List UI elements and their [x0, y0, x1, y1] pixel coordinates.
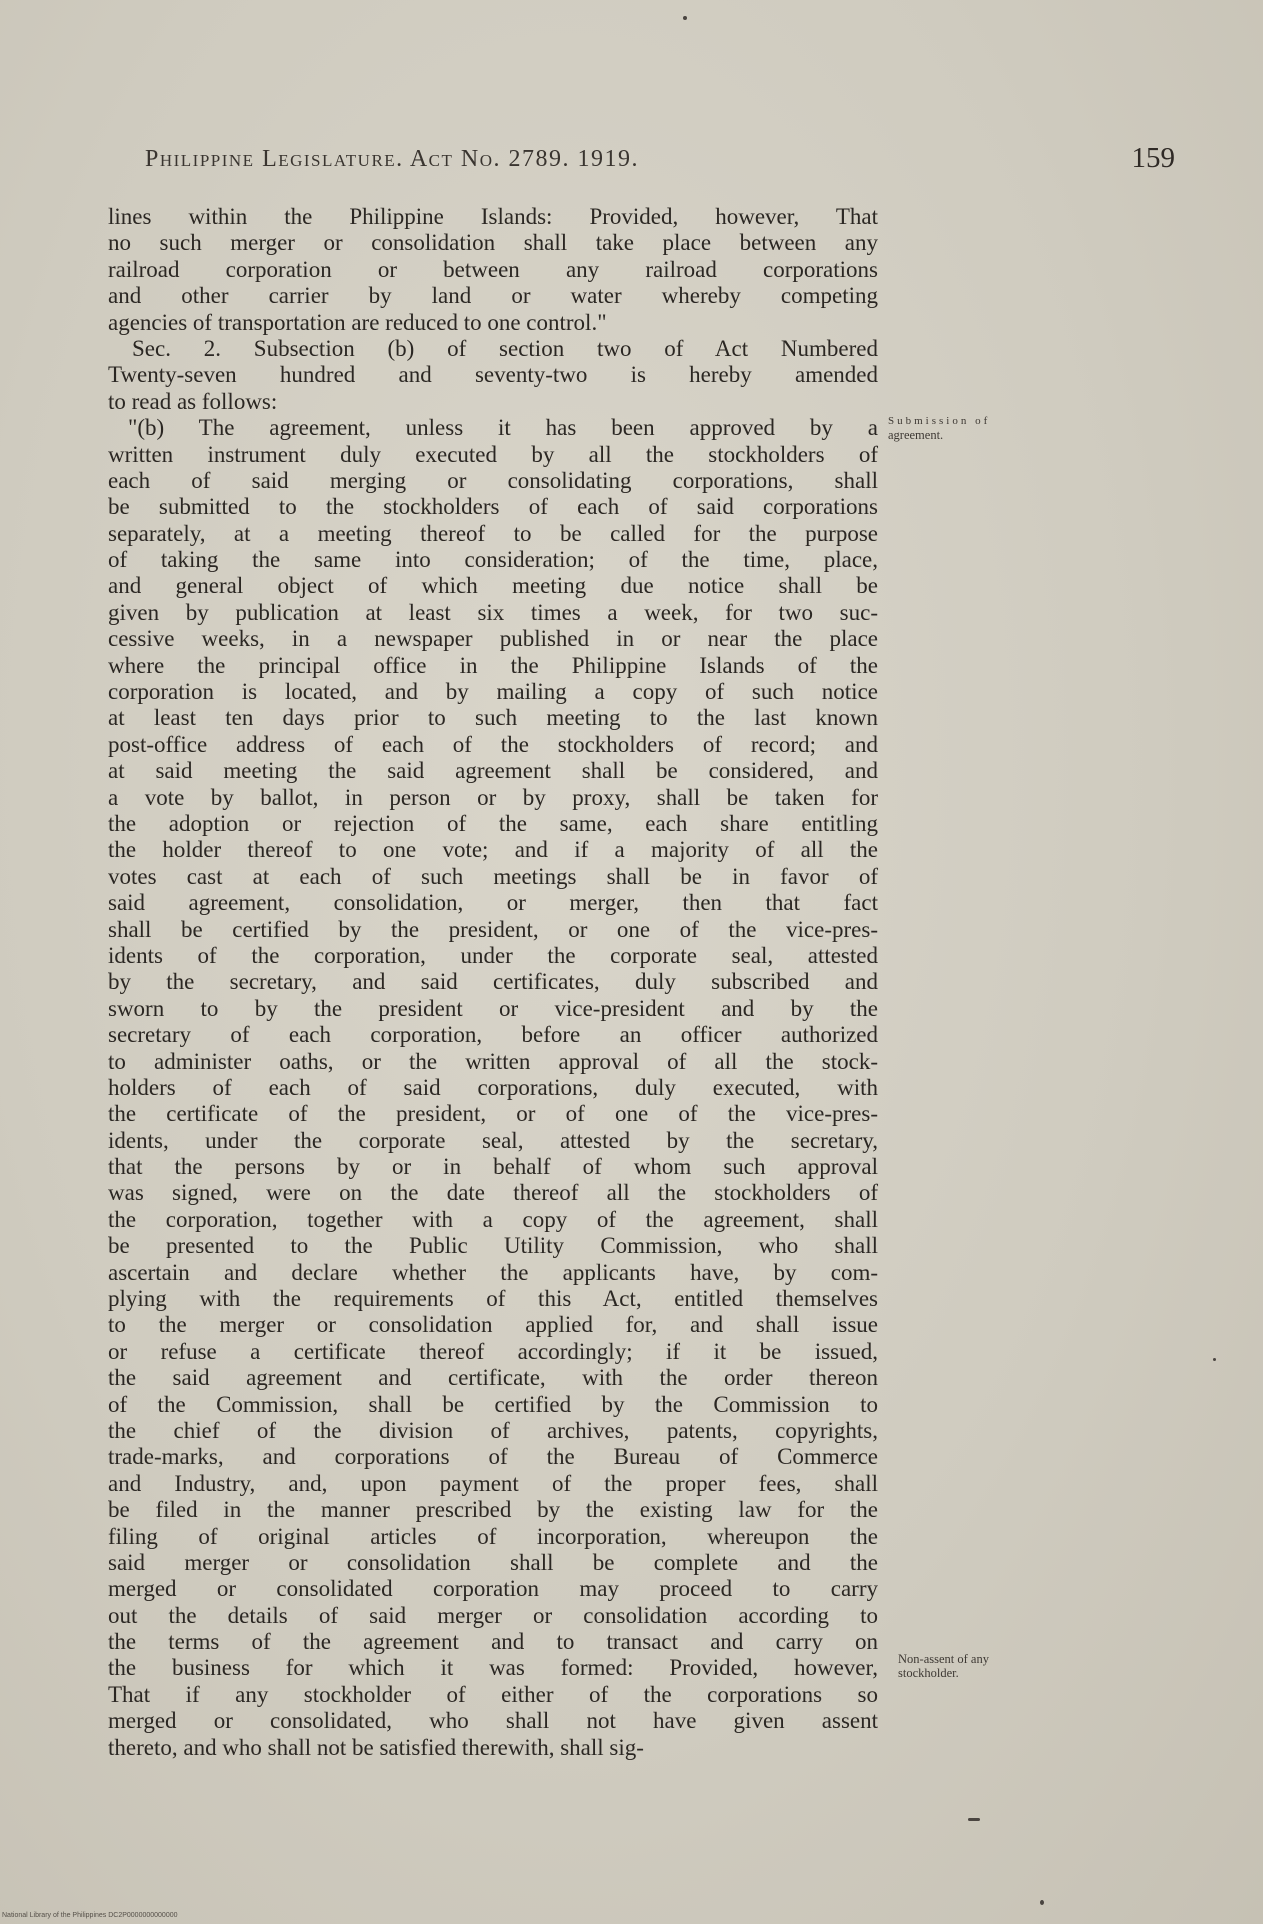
text-line: and general object of which meeting due notice shall be	[108, 573, 878, 599]
text-line: and other carrier by land or water whereby competing	[108, 283, 878, 309]
page-number: 159	[1131, 142, 1175, 174]
text-line: agencies of transportation are reduced to one control."	[108, 309, 607, 335]
text-line: shall be certified by the president, or one of the vice-pres-	[108, 916, 878, 942]
text-line: to administer oaths, or the written approval of all the stock-	[108, 1048, 878, 1074]
section-heading-line: Sec. 2. Subsection (b) of section two of Act Numbered	[132, 335, 878, 361]
text-line: the business for which it was formed: Provided, however,	[108, 1655, 878, 1681]
text-line: be presented to the Public Utility Commission, who shall	[108, 1233, 878, 1259]
text-line: plying with the requirements of this Act, entitled themselves	[108, 1286, 878, 1312]
text-line: or refuse a certificate thereof accordingly; if it be issued,	[108, 1338, 878, 1364]
text-line: trade-marks, and corporations of the Bureau of Commerce	[108, 1444, 878, 1470]
text-line: separately, at a meeting thereof to be called for the purpose	[108, 520, 878, 546]
body-text	[108, 204, 878, 1761]
text-line: votes cast at each of such meetings shall be in favor of	[108, 863, 878, 889]
text-line: "(b) The agreement, unless it has been approved by a	[128, 415, 878, 441]
text-line: railroad corporation or between any railroad corporations	[108, 256, 878, 282]
text-line: merged or consolidated, who shall not have given assent	[108, 1708, 878, 1734]
text-line: Twenty-seven hundred and seventy-two is hereby amended	[108, 362, 878, 388]
text-line: that the persons by or in behalf of whom such approval	[108, 1154, 878, 1180]
text-line: the chief of the division of archives, patents, copyrights,	[108, 1417, 878, 1443]
margin-note-line: stockholder.	[898, 1666, 959, 1680]
text-line: That if any stockholder of either of the corporations so	[108, 1681, 878, 1707]
text-line: merged or consolidated corporation may proceed to carry	[108, 1576, 878, 1602]
text-line: of the Commission, shall be certified by the Commission to	[108, 1391, 878, 1417]
text-line: the said agreement and certificate, with the order thereon	[108, 1365, 878, 1391]
text-line: holders of each of said corporations, duly executed, with	[108, 1074, 878, 1100]
text-line: said agreement, consolidation, or merger, then that fact	[108, 890, 878, 916]
text-line: no such merger or consolidation shall take place between any	[108, 230, 878, 256]
margin-note-non-assent	[898, 1652, 989, 1680]
text-line: post-office address of each of the stockholders of record; and	[108, 731, 878, 757]
text-line: said merger or consolidation shall be complete and the	[108, 1549, 878, 1575]
text-line: by the secretary, and said certificates, duly subscribed and	[108, 969, 878, 995]
text-line: be submitted to the stockholders of each of said corporations	[108, 494, 878, 520]
text-line: each of said merging or consolidating corporations, shall	[108, 467, 878, 493]
text-line: ascertain and declare whether the applicants have, by com-	[108, 1259, 878, 1285]
margin-note-line: Non-assent of any	[898, 1652, 989, 1666]
text-line: out the details of said merger or consolidation according to	[108, 1602, 878, 1628]
digitization-footer: National Library of the Philippines DC2P0000000000000	[2, 1912, 178, 1919]
text-line: the holder thereof to one vote; and if a majority of all the	[108, 837, 878, 863]
text-line: cessive weeks, in a newspaper published in or near the place	[108, 626, 878, 652]
margin-note-line: agreement.	[888, 428, 944, 442]
text-line: lines within the Philippine Islands: Provided, however, That	[108, 204, 878, 229]
text-line: the corporation, together with a copy of the agreement, shall	[108, 1206, 878, 1232]
text-line: written instrument duly executed by all the stockholders of	[108, 441, 878, 467]
text-line: to the merger or consolidation applied for, and shall issue	[108, 1312, 878, 1338]
text-line: sworn to by the president or vice-president and by the	[108, 995, 878, 1021]
margin-note-submission	[888, 414, 990, 442]
text-line: was signed, were on the date thereof all the stockholders of	[108, 1180, 878, 1206]
text-line: of taking the same into consideration; of the time, place,	[108, 547, 878, 573]
ink-speck	[683, 16, 687, 20]
text-line: the adoption or rejection of the same, each share entitling	[108, 810, 878, 836]
ink-speck	[968, 1818, 980, 1821]
running-head: Philippine Legislature. Act No. 2789. 1919.	[145, 146, 640, 172]
text-line: the terms of the agreement and to transact and carry on	[108, 1629, 878, 1655]
text-line: corporation is located, and by mailing a copy of such notice	[108, 679, 878, 705]
ink-speck	[1040, 1900, 1044, 1905]
text-line: to read as follows:	[108, 388, 278, 414]
text-line: a vote by ballot, in person or by proxy, shall be taken for	[108, 784, 878, 810]
text-line: secretary of each corporation, before an officer authorized	[108, 1022, 878, 1048]
text-line: idents of the corporation, under the corporate seal, attested	[108, 942, 878, 968]
text-line: thereto, and who shall not be satisfied therewith, shall sig-	[108, 1734, 644, 1760]
ink-speck	[1213, 1358, 1216, 1361]
margin-note-line: Submission of	[888, 415, 991, 427]
text-line: at least ten days prior to such meeting to the last known	[108, 705, 878, 731]
text-line: filing of original articles of incorporation, whereupon the	[108, 1523, 878, 1549]
text-line: at said meeting the said agreement shall be considered, and	[108, 758, 878, 784]
text-line: be filed in the manner prescribed by the existing law for the	[108, 1497, 878, 1523]
text-line: given by publication at least six times a week, for two suc-	[108, 599, 878, 625]
text-line: idents, under the corporate seal, attested by the secretary,	[108, 1127, 878, 1153]
text-line: where the principal office in the Philippine Islands of the	[108, 652, 878, 678]
page-header	[145, 142, 1175, 186]
text-line: the certificate of the president, or of one of the vice-pres-	[108, 1101, 878, 1127]
text-line: and Industry, and, upon payment of the proper fees, shall	[108, 1470, 878, 1496]
